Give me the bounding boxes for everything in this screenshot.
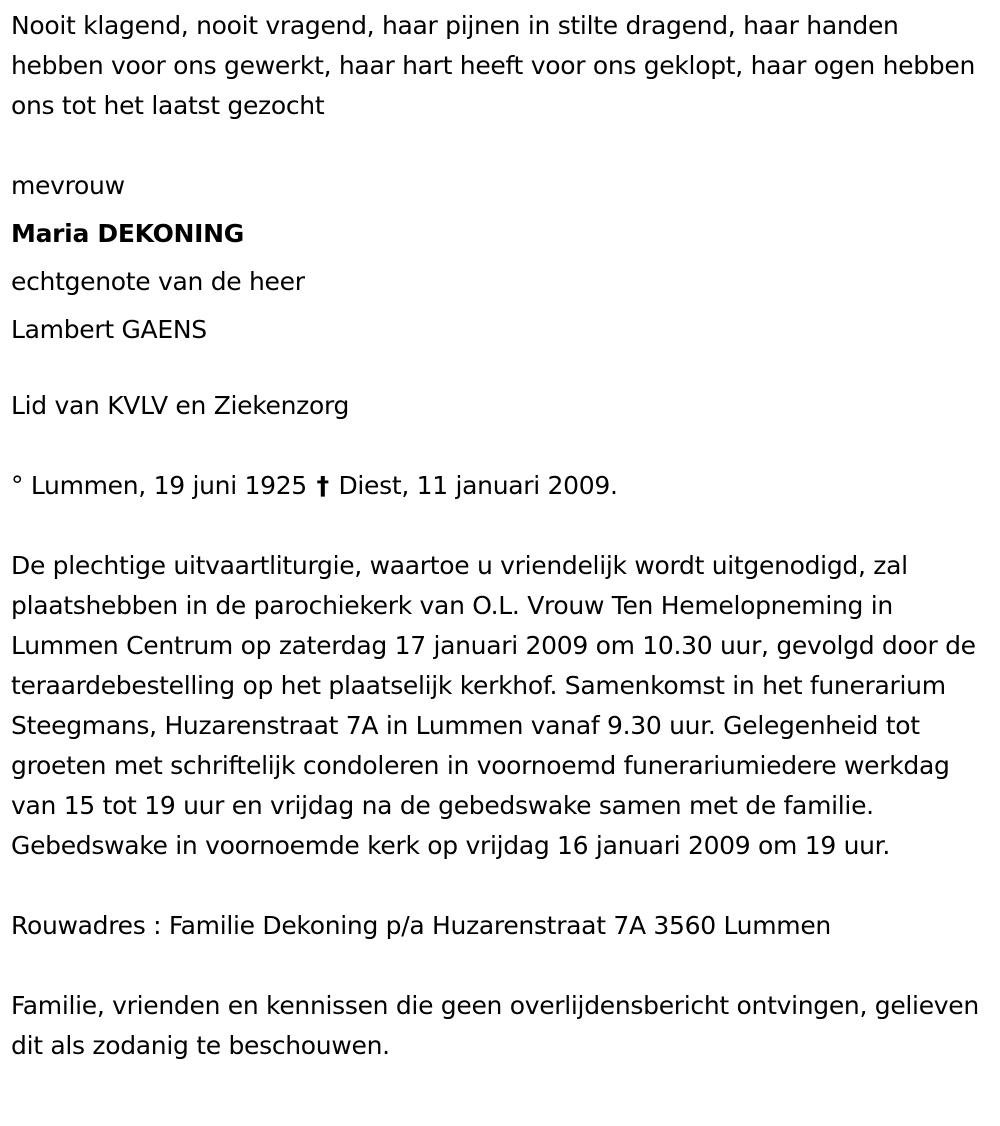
spacer [11,126,993,166]
obituary-document [11,6,993,1066]
death-date: Diest, 11 januari 2009. [338,471,618,500]
person-title: mevrouw [11,171,125,200]
spacer [11,866,993,906]
dates-line [11,466,993,506]
membership-line: Lid van KVLV en Ziekenzorg [11,391,350,420]
person-name: Maria DEKONING [11,219,245,248]
spacer [11,946,993,986]
person-relation: echtgenote van de heer [11,267,305,296]
mourning-address: Rouwadres : Familie Dekoning p/a Huzarenstraat 7A 3560 Lummen [11,911,831,940]
closing-note: Familie, vrienden en kennissen die geen overlijdensbericht ontvingen, gelieven dit als zodanig te beschouwen. [11,991,979,1060]
spouse-name: Lambert GAENS [11,315,207,344]
spacer [11,506,993,546]
cross-icon: † [316,471,329,500]
funeral-details: De plechtige uitvaartliturgie, waartoe u vriendelijk wordt uitgenodigd, zal plaatshebben in de parochiekerk van O.L. Vrouw Ten Hemelopneming in Lummen Centrum op zaterdag 17 januari 2009 om 10.30 uur, gevolgd door de teraardebestelling op het plaatselijk kerkhof. Samenkomst in het funerarium Steegmans, Huzarenstraat 7A in Lummen vanaf 9.30 uur. Gelegenheid tot groeten met schriftelijk condoleren in voornoemd funerariumiedere werkdag van 15 tot 19 uur en vrijdag na de gebedswake samen met de familie. Gebedswake in voornoemde kerk op vrijdag 16 januari 2009 om 19 uur. [11,551,976,860]
spacer [11,354,993,386]
person-block [11,162,993,354]
intro-verse: Nooit klagend, nooit vragend, haar pijnen in stilte dragend, haar handen hebben voor ons gewerkt, haar hart heeft voor ons geklopt, haar ogen hebben ons tot het laatst gezocht [11,11,975,120]
birth-date: ° Lummen, 19 juni 1925 [11,471,307,500]
spacer [11,426,993,466]
